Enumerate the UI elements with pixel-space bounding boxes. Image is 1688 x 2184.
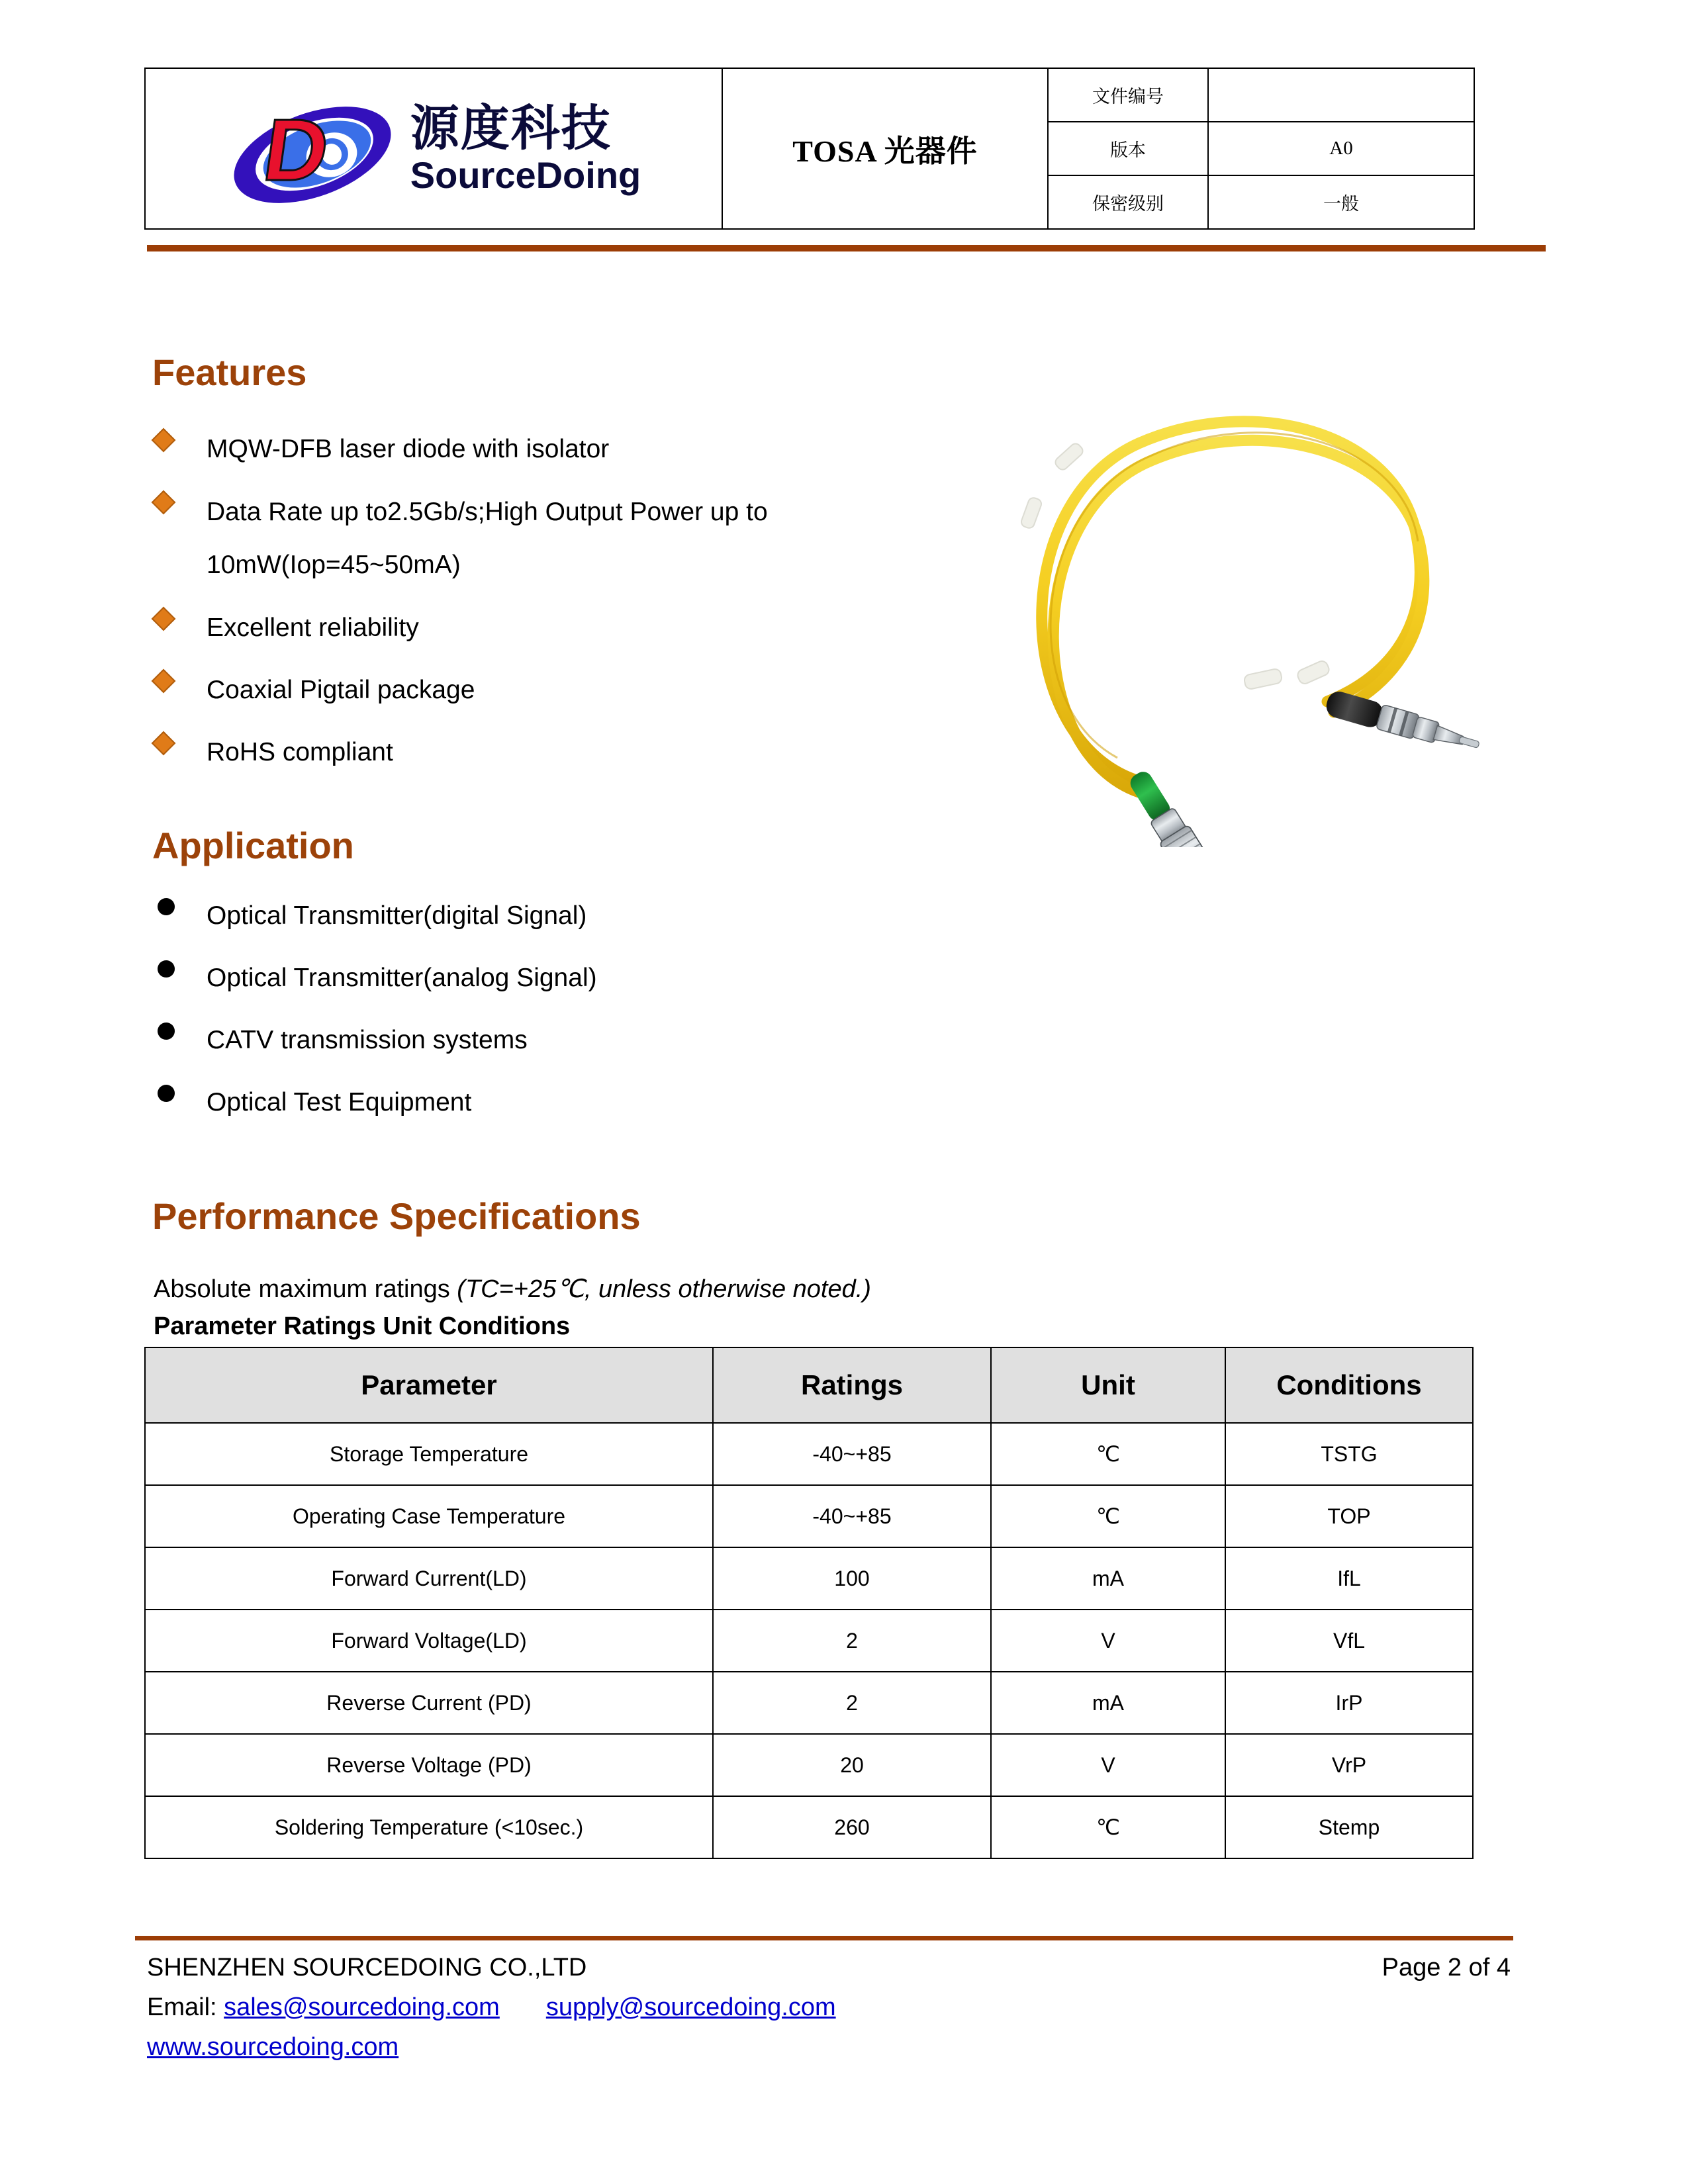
cell-parameter: Soldering Temperature (<10sec.) (145, 1796, 713, 1858)
application-text: Optical Transmitter(digital Signal) (207, 901, 587, 930)
performance-heading: Performance Specifications (152, 1195, 641, 1237)
application-list (155, 890, 896, 1139)
cell-unit: ℃ (991, 1423, 1225, 1485)
cell-parameter: Forward Current(LD) (145, 1547, 713, 1610)
table-row (145, 1547, 1473, 1610)
table-row (145, 1672, 1473, 1734)
cell-ratings: -40~+85 (713, 1485, 991, 1547)
list-item (155, 1015, 896, 1066)
list-item (155, 602, 896, 654)
footer-top-line (147, 1950, 1511, 1985)
column-header-unit: Unit (991, 1347, 1225, 1423)
absolute-maximum-ratings-table (144, 1347, 1474, 1859)
cell-parameter: Forward Voltage(LD) (145, 1610, 713, 1672)
application-text: CATV transmission systems (207, 1026, 528, 1054)
meta-label-version (1048, 122, 1208, 175)
table-row (145, 1734, 1473, 1796)
footer-website-line (147, 2029, 1517, 2065)
cell-conditions: VrP (1225, 1734, 1473, 1796)
logo-mark-icon (226, 96, 399, 202)
disc-bullet-icon (155, 1077, 207, 1102)
cell-unit: V (991, 1734, 1225, 1796)
application-text: Optical Transmitter(analog Signal) (207, 964, 597, 992)
meta-label-text: 文件编号 (1092, 87, 1164, 107)
document-title-cell (722, 68, 1048, 229)
cell-parameter: Operating Case Temperature (145, 1485, 713, 1547)
list-item (155, 424, 896, 475)
cell-unit: ℃ (991, 1485, 1225, 1547)
logo-company-cn: 源度科技 (410, 99, 612, 157)
column-header-parameter: Parameter (145, 1347, 713, 1423)
cell-parameter: Reverse Current (PD) (145, 1672, 713, 1734)
table-row (145, 1610, 1473, 1672)
logo-wordmark (410, 99, 641, 196)
website-link[interactable]: www.sourcedoing.com (147, 2033, 399, 2061)
meta-label-confidentiality (1048, 175, 1208, 229)
list-item (155, 486, 896, 592)
spec-intro-italic: (TC=+25℃, unless otherwise noted.) (457, 1275, 871, 1303)
table-header-row (145, 1347, 1473, 1423)
page-number: Page 2 of 4 (1382, 1954, 1511, 1981)
cell-ratings: -40~+85 (713, 1423, 991, 1485)
document-header (144, 68, 1468, 226)
column-header-ratings: Ratings (713, 1347, 991, 1423)
application-text: Optical Test Equipment (207, 1088, 472, 1116)
list-item (155, 890, 896, 942)
meta-value-text: 一般 (1323, 194, 1359, 214)
disc-bullet-icon (155, 890, 207, 915)
cell-ratings: 2 (713, 1672, 991, 1734)
cell-parameter: Storage Temperature (145, 1423, 713, 1485)
page-footer (147, 1950, 1517, 2065)
meta-label-text: 版本 (1110, 140, 1146, 161)
feature-text: Coaxial Pigtail package (207, 676, 475, 704)
cell-ratings: 100 (713, 1547, 991, 1610)
diamond-bullet-icon (155, 664, 207, 690)
features-list (155, 424, 896, 789)
spec-subheading: Parameter Ratings Unit Conditions (154, 1312, 571, 1340)
cell-unit: mA (991, 1672, 1225, 1734)
cell-conditions: Stemp (1225, 1796, 1473, 1858)
table-row (145, 1423, 1473, 1485)
list-item (155, 1077, 896, 1128)
footer-company-name: SHENZHEN SOURCEDOING CO.,LTD (147, 1954, 587, 1981)
cell-conditions: IfL (1225, 1547, 1473, 1610)
cell-conditions: VfL (1225, 1610, 1473, 1672)
column-header-conditions: Conditions (1225, 1347, 1473, 1423)
document-title: TOSA 光器件 (792, 134, 978, 168)
meta-label-doc-number (1048, 68, 1208, 122)
header-table (144, 68, 1475, 230)
meta-value-text (1209, 82, 1474, 109)
logo-letter-d: D (258, 101, 335, 199)
meta-value-doc-number (1208, 68, 1474, 122)
table-row (145, 1796, 1473, 1858)
cell-ratings: 20 (713, 1734, 991, 1796)
company-logo (146, 69, 722, 228)
list-item (155, 664, 896, 716)
feature-text: Data Rate up to2.5Gb/s;High Output Power up to 10mW(Iop=45~50mA) (207, 498, 768, 579)
table-row (145, 1485, 1473, 1547)
cell-parameter: Reverse Voltage (PD) (145, 1734, 713, 1796)
disc-bullet-icon (155, 1015, 207, 1040)
email-link-sales[interactable]: sales@sourcedoing.com (224, 1993, 500, 2021)
diamond-bullet-icon (155, 424, 207, 449)
disc-bullet-icon (155, 952, 207, 978)
cell-conditions: TSTG (1225, 1423, 1473, 1485)
diamond-bullet-icon (155, 727, 207, 752)
product-photo (940, 371, 1509, 847)
diamond-bullet-icon (155, 486, 207, 511)
cell-ratings: 2 (713, 1610, 991, 1672)
feature-text: RoHS compliant (207, 738, 393, 766)
list-item (155, 727, 896, 778)
list-item (155, 952, 896, 1004)
application-heading: Application (152, 825, 354, 866)
footer-divider-rule (135, 1936, 1513, 1940)
cell-conditions: TOP (1225, 1485, 1473, 1547)
spec-intro-plain: Absolute maximum ratings (154, 1275, 457, 1303)
cell-unit: ℃ (991, 1796, 1225, 1858)
footer-email-line (147, 1989, 1517, 2025)
diamond-bullet-icon (155, 602, 207, 627)
spec-intro-line (154, 1274, 871, 1304)
email-link-supply[interactable]: supply@sourcedoing.com (545, 1993, 836, 2021)
features-heading: Features (152, 351, 307, 393)
cell-unit: V (991, 1610, 1225, 1672)
feature-text: MQW-DFB laser diode with isolator (207, 435, 610, 463)
email-label: Email: (147, 1993, 217, 2021)
logo-cell (145, 68, 722, 229)
meta-value-text: A0 (1329, 138, 1353, 159)
header-divider-rule (147, 245, 1546, 251)
meta-value-confidentiality (1208, 175, 1474, 229)
cell-ratings: 260 (713, 1796, 991, 1858)
spec-table-container (144, 1347, 1467, 1859)
meta-label-text: 保密级别 (1092, 194, 1164, 214)
cell-conditions: IrP (1225, 1672, 1473, 1734)
meta-value-version (1208, 122, 1474, 175)
logo-company-en: SourceDoing (410, 154, 641, 196)
cell-unit: mA (991, 1547, 1225, 1610)
feature-text: Excellent reliability (207, 614, 419, 642)
